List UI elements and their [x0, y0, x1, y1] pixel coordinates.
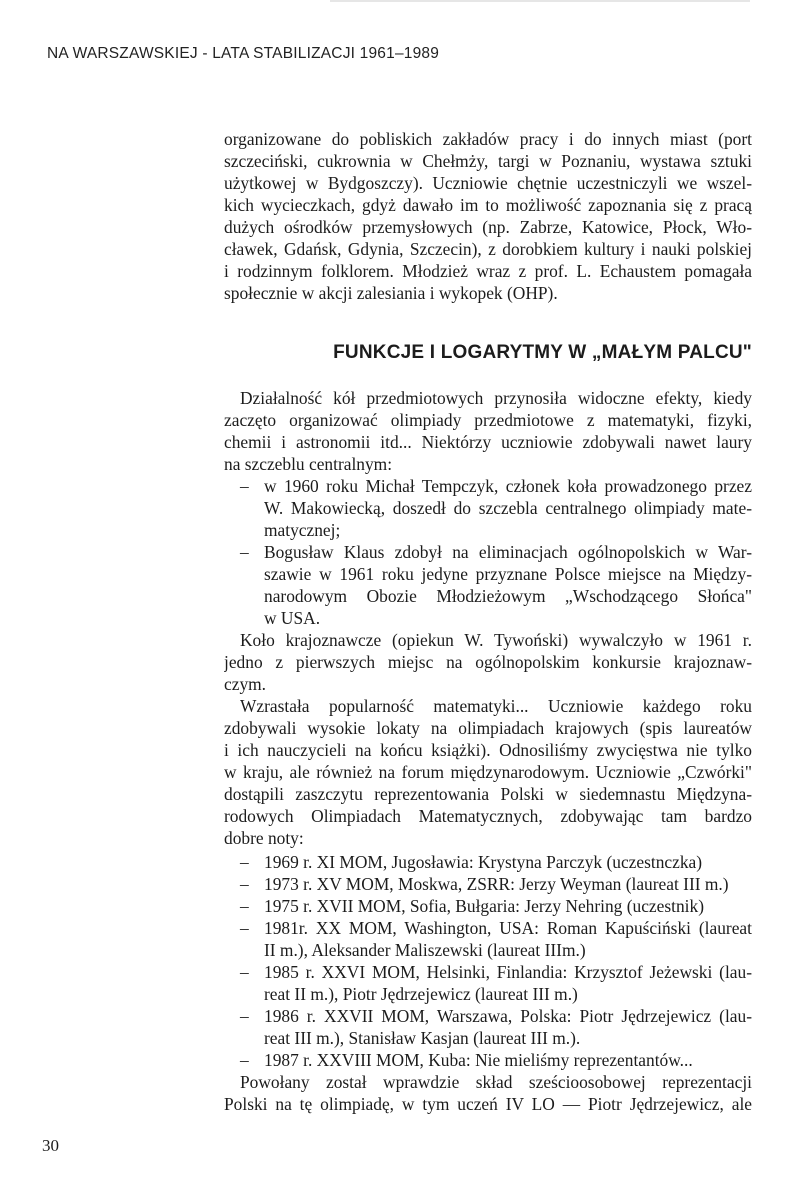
- running-head: NA WARSZAWSKIEJ - LATA STABILIZACJI 1961–1989: [47, 45, 440, 62]
- olympiad-entry: 1985 r. XXVI MOM, Helsinki, Finlandia: Krzysztof Jeżewski (lau-: [264, 962, 752, 982]
- intro-line: organizowane do pobliskich zakładów pracy i do innych miast (port: [224, 129, 752, 149]
- section-heading: FUNKCJE I LOGARYTMY W „MAŁYM PALCU": [333, 342, 752, 363]
- paragraph-line: chemii i astronomii itd... Niektórzy uczniowie zdobywali nawet laury: [224, 432, 752, 452]
- intro-line: i rodzinnym folklorem. Młodzież wraz z prof. L. Echaustem pomagała: [224, 261, 752, 281]
- intro-line: kich wycieczkach, gdyż dawało im to możliwość zapoznania się z pracą: [224, 195, 752, 215]
- paragraph-line: Koło krajoznawcze (opiekun W. Tywoński) wywalczyło w 1961 r.: [240, 630, 752, 650]
- bullet-dash: –: [240, 1050, 249, 1070]
- paragraph-line: Działalność kół przedmiotowych przynosiła widoczne efekty, kiedy: [240, 388, 752, 408]
- paragraph-line: i ich nauczycieli na końcu książki). Odnosiliśmy zwycięstwa nie tylko: [224, 740, 752, 760]
- bullet-line: narodowym Obozie Młodzieżowym „Wschodzącego Słońca": [264, 586, 752, 606]
- bullet-dash: –: [240, 852, 249, 872]
- paragraph-line: Wzrastała popularność matematyki... Uczniowie każdego roku: [240, 696, 752, 716]
- olympiad-entry: 1975 r. XVII MOM, Sofia, Bułgaria: Jerzy Nehring (uczestnik): [264, 896, 704, 916]
- page-number: 30: [42, 1136, 59, 1155]
- olympiad-entry: 1969 r. XI MOM, Jugosławia: Krystyna Parczyk (uczestnczka): [264, 852, 703, 872]
- bullet-line: w USA.: [264, 608, 321, 628]
- olympiad-entry: reat III m.), Stanisław Kasjan (laureat III m.).: [264, 1028, 581, 1048]
- paragraph-line: zaczęto organizować olimpiady przedmiotowe z matematyki, fizyki,: [224, 410, 752, 430]
- olympiad-entry: reat II m.), Piotr Jędrzejewicz (laureat III m.): [264, 984, 578, 1004]
- olympiad-entry: 1986 r. XXVII MOM, Warszawa, Polska: Piotr Jędrzejewicz (lau-: [264, 1006, 752, 1026]
- bullet-dash: –: [240, 874, 249, 894]
- bullet-dash: –: [240, 962, 249, 982]
- intro-line: cławek, Gdańsk, Gdynia, Szczecin), z dorobkiem kultury i nauki polskiej: [224, 239, 752, 259]
- olympiad-entry: 1981r. XX MOM, Washington, USA: Roman Kapuściński (laureat: [264, 918, 752, 938]
- paragraph-line: jedno z pierwszych miejsc na ogólnopolskim konkursie krajoznaw-: [224, 652, 752, 672]
- paragraph-line: rodowych Olimpiadach Matematycznych, zdobywając tam bardzo: [224, 806, 752, 826]
- paragraph-line: dostąpili zaszczytu reprezentowania Polski w siedemnastu Międzyna-: [224, 784, 752, 804]
- bullet-dash: –: [240, 476, 249, 496]
- paragraph-line: w kraju, ale również na forum międzynarodowym. Uczniowie „Czwórki": [224, 762, 752, 782]
- intro-line: społecznie w akcji zalesiania i wykopek (OHP).: [224, 283, 558, 303]
- bullet-line: Bogusław Klaus zdobył na eliminacjach ogólnopolskich w War-: [264, 542, 752, 562]
- bullet-line: szawie w 1961 roku jedyne przyznane Polsce miejsce na Między-: [264, 564, 752, 584]
- paragraph-line: czym.: [224, 674, 267, 694]
- intro-line: użytkowej w Bydgoszczy). Uczniowie chętnie uczestniczyli we wszel-: [224, 173, 752, 193]
- olympiad-entry: 1973 r. XV MOM, Moskwa, ZSRR: Jerzy Weyman (laureat III m.): [264, 874, 729, 894]
- bullet-line: matycznej;: [264, 520, 341, 540]
- bullet-line: W. Makowiecką, doszedł do szczebla centralnego olimpiady mate-: [264, 498, 752, 518]
- paragraph-line: zdobywali wysokie lokaty na olimpiadach krajowych (spis laureatów: [224, 718, 752, 738]
- bullet-dash: –: [240, 542, 249, 562]
- intro-line: szczeciński, cukrownia w Chełmży, targi w Poznaniu, wystawa sztuki: [224, 151, 752, 171]
- bullet-line: w 1960 roku Michał Tempczyk, członek koła prowadzonego przez: [264, 476, 752, 496]
- bullet-dash: –: [240, 896, 249, 916]
- olympiad-entry: II m.), Aleksander Maliszewski (laureat IIIm.): [264, 940, 586, 960]
- paragraph-line: na szczeblu centralnym:: [224, 454, 393, 474]
- paragraph-line: Powołany został wprawdzie skład sześcioosobowej reprezentacji: [240, 1072, 752, 1092]
- bullet-dash: –: [240, 918, 249, 938]
- olympiad-entry: 1987 r. XXVIII MOM, Kuba: Nie mieliśmy reprezentantów...: [264, 1050, 693, 1070]
- intro-line: dużych ośrodków przemysłowych (np. Zabrze, Katowice, Płock, Wło-: [224, 217, 752, 237]
- scan-edge-rule: [330, 0, 750, 2]
- paragraph-line: dobre noty:: [224, 828, 304, 848]
- paragraph-line: Polski na tę olimpiadę, w tym uczeń IV LO — Piotr Jędrzejewicz, ale: [224, 1094, 752, 1114]
- bullet-dash: –: [240, 1006, 249, 1026]
